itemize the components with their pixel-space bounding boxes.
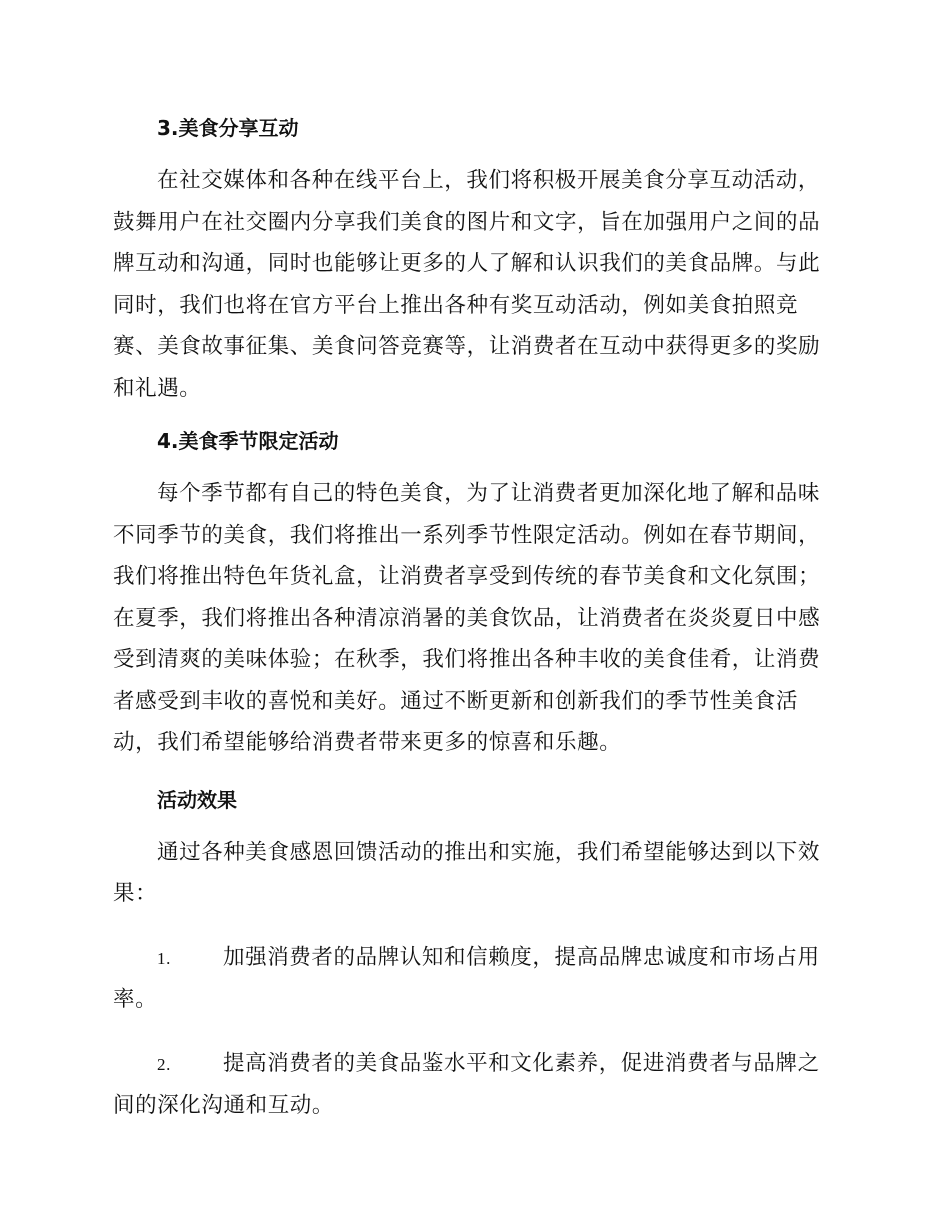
list-item-number: 1. (157, 948, 171, 968)
effects-intro: 通过各种美食感恩回馈活动的推出和实施，我们希望能够达到以下效果： (113, 839, 821, 906)
section-heading-food-sharing: 3.美食分享互动 (157, 116, 299, 140)
list-item (113, 937, 833, 1021)
list-item-text: 加强消费者的品牌认知和信赖度，提高品牌忠诚度和市场占用率。 (113, 944, 820, 1012)
document-content (113, 108, 833, 1127)
section-heading-seasonal: 4.美食季节限定活动 (157, 429, 339, 453)
section-body-seasonal: 每个季节都有自己的特色美食，为了让消费者更加深化地了解和品味不同季节的美食，我们将推出一系列季节性限定活动。例如在春节期间，我们将推出特色年货礼盒，让消费者享受到传统的春节美食和文化氛围；在夏季，我们将推出各种清凉消暑的美食饮品，让消费者在炎炎夏日中感受到清爽的美味体验；在秋季，我们将推出各种丰收的美食佳肴，让消费者感受到丰收的喜悦和美好。通过不断更新和创新我们的季节性美食活动，我们希望能够给消费者带来更多的惊喜和乐趣。 (113, 481, 821, 755)
list-item-text: 提高消费者的美食品鉴水平和文化素养，促进消费者与品牌之间的深化沟通和互动。 (113, 1050, 820, 1118)
section-body-food-sharing: 在社交媒体和各种在线平台上，我们将积极开展美食分享互动活动，鼓舞用户在社交圈内分享我们美食的图片和文字，旨在加强用户之间的品牌互动和沟通，同时也能够让更多的人了解和认识我们的美食品牌。与此同时，我们也将在官方平台上推出各种有奖互动活动，例如美食拍照竞赛、美食故事征集、美食问答竞赛等，让消费者在互动中获得更多的奖励和礼遇。 (113, 168, 821, 401)
section-heading-effects: 活动效果 (157, 787, 237, 812)
list-item-number: 2. (157, 1054, 171, 1074)
list-item (113, 1043, 833, 1127)
